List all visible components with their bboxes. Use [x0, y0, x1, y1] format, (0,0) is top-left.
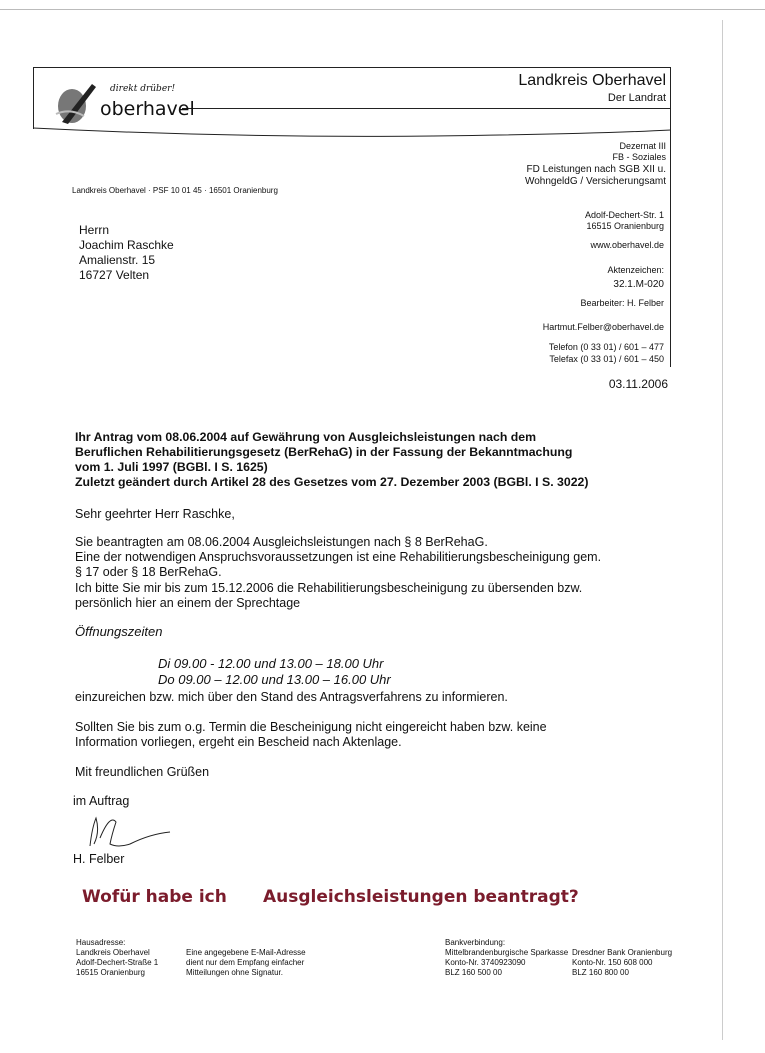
footer-line: Landkreis Oberhavel — [76, 948, 150, 957]
logo — [52, 78, 195, 130]
footer-line: Dresdner Bank Oranienburg — [572, 948, 673, 957]
on-behalf: im Auftrag — [73, 794, 130, 808]
logo-slogan: direkt drüber! — [110, 84, 176, 94]
contact-city: 16515 Oranienburg — [586, 221, 664, 231]
paragraph-line: Information vorliegen, ergeht ein Bescheid nach Aktenlage. — [75, 735, 402, 749]
recipient-line: Herrn — [79, 223, 110, 237]
scan-edge-line — [0, 9, 765, 10]
department-line: WohngeldG / Versicherungsamt — [524, 176, 666, 187]
footer-address — [76, 938, 158, 978]
subject-line: Beruflichen Rehabilitierungsgesetz (BerRehaG) in der Fassung der Bekanntmachung — [75, 445, 573, 459]
paragraph-line: Sollten Sie bis zum o.g. Termin die Bescheinigung nicht eingereicht haben bzw. keine — [75, 720, 547, 734]
letter-date: 03.11.2006 — [608, 377, 668, 391]
header-title: Landkreis Oberhavel — [518, 72, 666, 89]
paragraph-line: Eine der notwendigen Anspruchsvoraussetzungen ist eine Rehabilitierungsbescheinigung gem. — [75, 550, 602, 564]
paragraph-line: § 17 oder § 18 BerRehaG. — [75, 565, 222, 579]
footer-line: BLZ 160 500 00 — [445, 968, 502, 977]
hours-heading: Öffnungszeiten — [75, 624, 163, 639]
footer-bank2 — [572, 948, 672, 978]
logo-mark-icon — [52, 78, 102, 130]
footer-line: dient nur dem Empfang einfacher — [186, 958, 305, 967]
footer-line: Konto-Nr. 3740923090 — [445, 958, 526, 967]
return-address: Landkreis Oberhavel · PSF 10 01 45 · 16501 Oranienburg — [72, 186, 278, 195]
footer-email-note — [186, 948, 306, 978]
header-subtitle: Der Landrat — [607, 92, 666, 104]
annotation-question-part1: Wofür habe ich — [82, 887, 227, 907]
annotation-question-part2: Ausgleichsleistungen beantragt? — [263, 887, 579, 907]
subject-line: Zuletzt geändert durch Artikel 28 des Gesetzes vom 27. Dezember 2003 (BGBl. I S. 3022) — [75, 475, 589, 489]
contact-web: www.oberhavel.de — [590, 240, 664, 250]
contact-street: Adolf-Dechert-Str. 1 — [584, 210, 664, 220]
fax-number: Telefax (0 33 01) / 601 – 450 — [549, 354, 664, 364]
paragraph-line: persönlich hier an einem der Sprechtage — [75, 596, 301, 610]
reference-value: 32.1.M-020 — [613, 279, 664, 290]
footer-line: Adolf-Dechert-Straße 1 — [76, 958, 159, 967]
footer-line: Eine angegebene E-Mail-Adresse — [186, 948, 306, 957]
clerk-name: Bearbeiter: H. Felber — [580, 298, 664, 308]
scan-edge-line — [722, 20, 723, 1040]
paragraph-line: Ich bitte Sie mir bis zum 15.12.2006 die Rehabilitierungsbescheinigung zu übersenden bzw. — [75, 581, 583, 595]
subject-line: Ihr Antrag vom 08.06.2004 auf Gewährung von Ausgleichsleistungen nach dem — [75, 430, 537, 444]
phone-number: Telefon (0 33 01) / 601 – 477 — [548, 342, 664, 352]
recipient-line: 16727 Velten — [79, 268, 150, 282]
paragraph-line: Sie beantragten am 08.06.2004 Ausgleichsleistungen nach § 8 BerRehaG. — [75, 535, 488, 549]
footer-line: BLZ 160 800 00 — [572, 968, 629, 977]
footer-bank1 — [445, 948, 568, 978]
footer-bank-label: Bankverbindung: — [445, 938, 506, 947]
department-line: FB - Soziales — [612, 152, 666, 162]
salutation: Sehr geehrter Herr Raschke, — [75, 507, 235, 521]
clerk-email: Hartmut.Felber@oberhavel.de — [542, 322, 664, 332]
footer-line: Konto-Nr. 150 608 000 — [572, 958, 653, 967]
department-line: Dezernat III — [619, 141, 666, 151]
subject-line: vom 1. Juli 1997 (BGBl. I S. 1625) — [75, 460, 268, 474]
footer-line: 16515 Oranienburg — [76, 968, 145, 977]
recipient-line: Joachim Raschke — [79, 238, 174, 252]
department-line: FD Leistungen nach SGB XII u. — [526, 164, 666, 175]
recipient-line: Amalienstr. 15 — [79, 253, 156, 267]
hours-line: Do 09.00 – 12.00 und 13.00 – 16.00 Uhr — [158, 672, 391, 687]
header-top-rule — [33, 67, 671, 68]
hours-line: Di 09.00 - 12.00 und 13.00 – 18.00 Uhr — [158, 656, 384, 671]
header-mid-rule — [182, 108, 671, 109]
logo-name: oberhavel — [100, 98, 195, 120]
signer-name: H. Felber — [73, 852, 125, 866]
paragraph-line: einzureichen bzw. mich über den Stand des Antragsverfahrens zu informieren. — [75, 690, 508, 704]
footer-line: Hausadresse: — [76, 938, 126, 947]
footer-line: Mittelbrandenburgische Sparkasse — [445, 948, 569, 957]
footer-line: Mitteilungen ohne Signatur. — [186, 968, 283, 977]
closing: Mit freundlichen Grüßen — [75, 765, 210, 779]
reference-label: Aktenzeichen: — [607, 265, 664, 275]
